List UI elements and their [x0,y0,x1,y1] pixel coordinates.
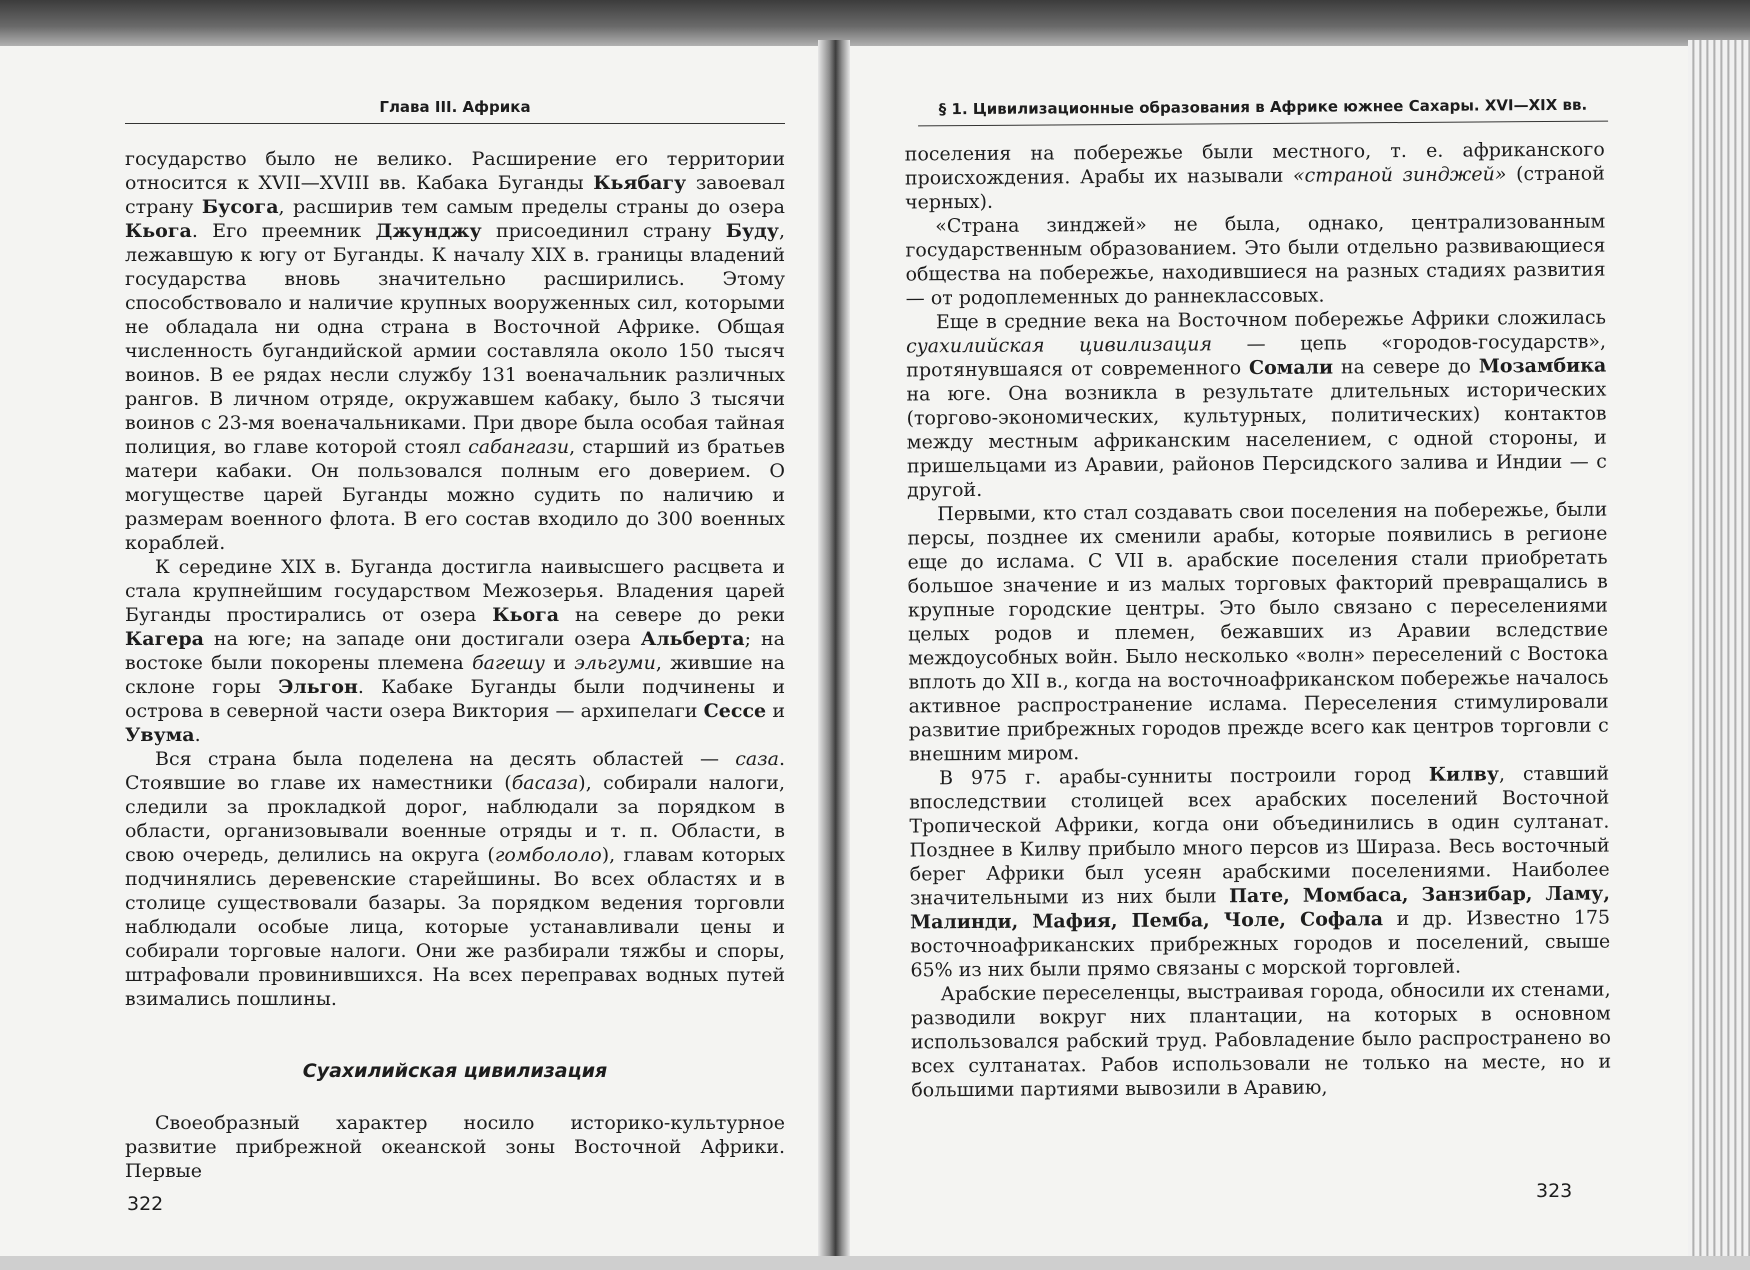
italic-term: сабангази [468,436,570,458]
text-run: ; на востоке были покорены племена [125,628,785,674]
italic-term: «страной зинджей» [1292,163,1507,187]
text-run: завоевал страну [125,172,785,218]
page-edges [1688,40,1750,1265]
text-run: , расширив тем самым пределы страны до озера [278,196,785,218]
page-number-right: 323 [1536,1180,1573,1202]
book-gutter [818,40,850,1270]
section-title: Суахилийская цивилизация [302,1060,608,1082]
paragraph [909,762,1610,983]
term: Кагера [125,628,204,650]
term: Мозамбика [1478,354,1607,378]
text-run: В 975 г. арабы-сунниты построили город [939,763,1429,790]
term: Эльгон [278,676,358,698]
term: Сомали [1248,356,1334,380]
paragraph [906,306,1607,503]
term: Пате, Момбаса, Занзибар, Ламу, Малинди, Мафия, Пемба, Чоле, Софала [910,882,1610,934]
term: Джунджу [375,220,482,242]
term: Буду [725,220,779,242]
term: Кьога [492,604,560,626]
text-run: и др. Известно 175 восточноафриканских прибрежных городов и поселений, свыше 65% из них были прямо связаны с морской торговлей. [910,906,1611,982]
text-run: , лежавшую к югу от Буганды. К началу XIX в. границы владений государства вновь значительно расширились. Этому способствовало и наличие крупных вооруженных сил, которыми не обладала ни одна страна в Восточной Африке. Общая численность бугандийской армии составляла около 150 тысяч воинов. В ее рядах несли службу 131 военачальник различных рангов. В личном отряде, окружавшем кабаку, было 3 тысячи воинов с 23-мя военачальниками. При дворе была особая тайная полиция, во главе которой стоял [125,220,785,458]
paragraph: Первыми, кто стал создавать свои поселения на побережье, были персы, позднее их сменили арабы, которые появились в регионе еще до ислама. С VII в. арабские поселения стали приобретать большое значение и из малых торговых факторий превращались в крупные городские центры. Это было связано с переселениями целых родов и племен, бежавших из Аравии вследствие междоусобных войн. Было несколько «волн» переселений с Востока вплоть до XII в., когда на восточноафриканском побережье началось активное распространение ислама. Переселения стимулировали развитие прибрежных городов прежде всего как центров торговли с внешним миром. [907,498,1609,766]
text-run: , ставший впоследствии столицей всех арабских поселений Восточной Тропической Африки, когда они объединились в один султанат. Позднее в Килву прибыло много персов из Шираза. Весь восточный берег Африки был усеян арабскими поселениями. Наиболее значительными из них были [909,762,1610,910]
text-run: — цепь «городов-государств», протянувшаяся от современного [906,330,1607,382]
text-run: , жившие на склоне горы [125,652,785,698]
text-run: . Его преемник [191,220,376,242]
text-run: , старший из братьев матери кабаки. Он пользовался полным его доверием. О могуществе царей Буганды можно судить по наличию и размерам военного флота. В его состав входило до 300 военных кораблей. [125,436,786,554]
text-run: государство было не велико. Расширение его территории относится к XVII—XVIII вв. Кабака Буганды [125,148,785,194]
italic-term: гомбололо [494,844,602,866]
term: Сессе [703,700,767,722]
paragraph [905,138,1605,215]
text-run: . Кабаке Буганды были подчинены и острова в северной части озера Виктория — архипелаги [125,676,785,722]
text-run: на юге. Она возникла в результате длительных исторических (торгово-экономических, культурных, политических) контактов между местным африканским населением, с одной стороны, и пришельцами из Аравии, районов Персидского залива и Индии — с другой. [906,378,1607,502]
text-run: ), собирали налоги, следили за прокладкой дорог, наблюдали за порядком в области, организовывали военные отряды и т. п. Области, в свою очередь, делились на округа ( [125,772,785,866]
italic-term: саза [735,748,779,770]
term: Бусога [201,196,279,218]
text-run: и [544,652,575,674]
text-run: . Стоявшие во главе их наместники ( [125,748,785,794]
italic-term: басаза [511,772,579,794]
text-run: присоединил страну [481,220,726,242]
text-run: Вся страна была поделена на десять областей — [155,748,736,770]
text-run: на севере до [1333,355,1479,379]
text-run: Еще в средние века на Восточном побережье Африки сложилась [935,306,1606,334]
term: Кьога [125,220,192,242]
right-running-head: § 1. Цивилизационные образования в Африке южнее Сахары. XVI—XIX вв. [918,96,1608,127]
text-run: . [194,724,201,746]
right-page [838,46,1688,1266]
text-run: и [766,700,785,722]
term: Увума [125,724,195,746]
scan-top-shadow [0,0,1750,48]
right-page-text [905,138,1612,1103]
italic-term: багешу [472,652,545,674]
text-run: К середине XIX в. Буганда достигла наивысшего расцвета и стала крупнейшим государством Межозерья. Владения царей Буганды простирались от озера [125,556,785,626]
text-run: ), главам которых подчинялись деревенские старейшины. Во всех областях и в столице существовали базары. За порядком ведения торговли наблюдали особые лица, которые устанавливали цены и собирали торговые налоги. Они же разбирали тяжбы и споры, штрафовали провинившихся. На всех переправах водных путей взимались пошлины. [125,844,785,1010]
paragraph: Арабские переселенцы, выстраивая города, обносили их стенами, разводили вокруг них плантации, на которых в основном использовался рабский труд. Рабовладение было распространено во всех султанатах. Рабов использовали не только на месте, но и большими партиями вывозили в Аравию, [910,978,1612,1102]
left-page-text [125,147,785,1183]
term: Килву [1428,763,1500,786]
paragraph [125,147,785,555]
text-run: (страной черных). [904,162,1605,214]
page-number-left: 322 [127,1193,164,1215]
italic-term: суахилийская цивилизация [906,333,1213,358]
text-run: поселения на побережье были местного, т. е. африканского происхождения. Арабы их называли [904,138,1605,190]
paragraph: «Страна зинджей» не была, однако, централизованным государственным образованием. Это были отдельно развивающиеся общества на побережье, находившиеся на разных стадиях развития — от родоплеменных до раннеклассовых. [905,210,1606,310]
text-run: на севере до реки [559,604,785,626]
paragraph: Своеобразный характер носило историко-культурное развитие прибрежной океанской зоны Восточной Африки. Первые [125,1112,785,1182]
left-running-head: Глава III. Африка [125,98,785,124]
paragraph [125,747,785,1011]
text-run: на юге; на западе они достигали озера [203,628,641,650]
scan-bottom-edge [0,1256,1750,1270]
italic-term: эльгуми [574,652,656,674]
term: Альберта [640,628,745,650]
term: Кьябагу [593,172,687,194]
paragraph [125,555,785,747]
left-page [0,46,830,1266]
